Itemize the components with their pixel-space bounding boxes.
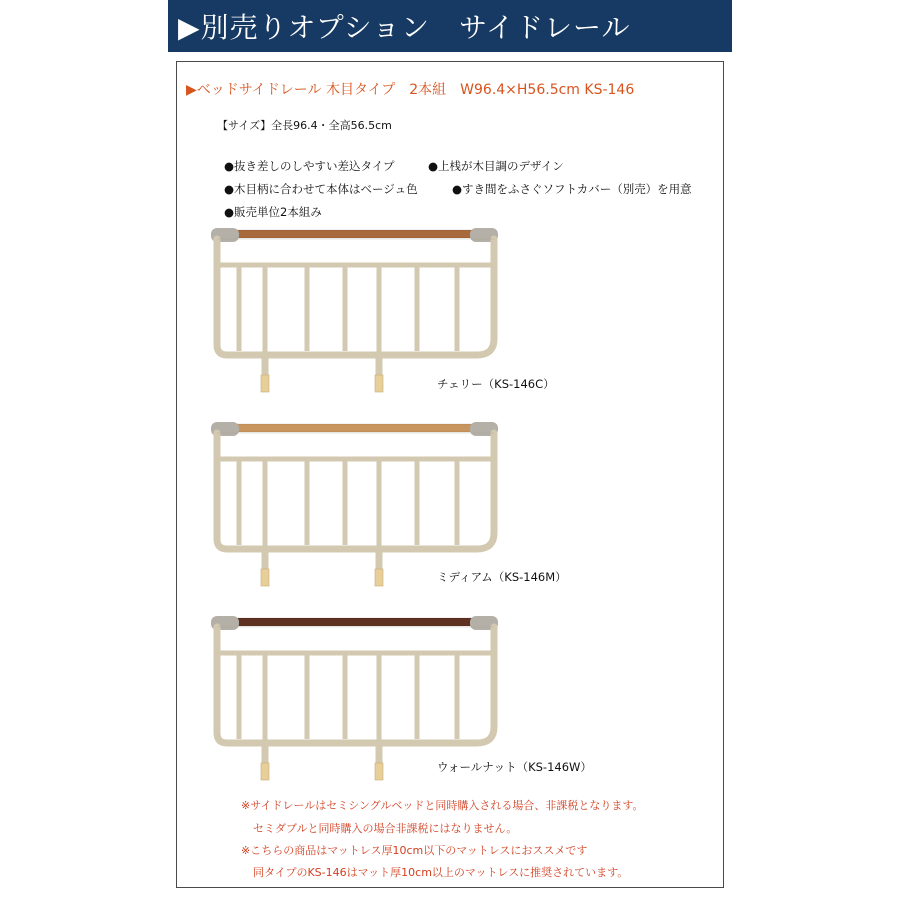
leg-tip [261, 375, 269, 392]
section-title: ▶別売りオプション サイドレール [178, 11, 631, 44]
rail-frame [217, 433, 494, 569]
variant-label-medium: ミディアム（KS-146M） [437, 570, 567, 584]
mattress-note: ※こちらの商品はマットレス厚10cm以下のマットレスにおススメです [241, 844, 588, 857]
feature-item: ●木目柄に合わせて本体はベージュ色 [224, 182, 418, 196]
feature-item: ●販売単位2本組み [224, 205, 322, 219]
side-rail-walnut-image [207, 615, 502, 781]
leg-tip [261, 763, 269, 780]
side-rail-cherry-image [207, 227, 502, 393]
leg-tip [375, 763, 383, 780]
wood-top-bar [232, 618, 475, 626]
section-header [168, 0, 732, 52]
feature-item: ●すき間をふさぐソフトカバー（別売）を用意 [452, 182, 692, 196]
mattress-note-detail: 同タイプのKS-146はマット厚10cm以上のマットレスに推奨されています。 [253, 866, 629, 879]
leg-tip [375, 375, 383, 392]
wood-top-bar [232, 230, 475, 238]
product-size: 【サイズ】全長96.4・全高56.5cm [217, 119, 392, 132]
product-title: ▶ベッドサイドレール 木目タイプ 2本組 W96.4×H56.5cm KS-146 [186, 82, 635, 98]
leg-tip [261, 569, 269, 586]
side-rail-medium-image [207, 421, 502, 587]
variant-label-walnut: ウォールナット（KS-146W） [437, 760, 592, 774]
wood-top-bar [232, 424, 475, 432]
tax-note: ※サイドレールはセミシングルベッドと同時購入される場合、非課税となります。 [241, 799, 644, 812]
feature-item: ●上桟が木目調のデザイン [428, 159, 564, 173]
leg-tip [375, 569, 383, 586]
rail-frame [217, 627, 494, 763]
tax-note-detail: セミダブルと同時購入の場合非課税にはなりません。 [253, 822, 518, 835]
rail-frame [217, 239, 494, 375]
feature-item: ●抜き差しのしやすい差込タイプ [224, 159, 395, 173]
variant-label-cherry: チェリー（KS-146C） [437, 377, 555, 391]
